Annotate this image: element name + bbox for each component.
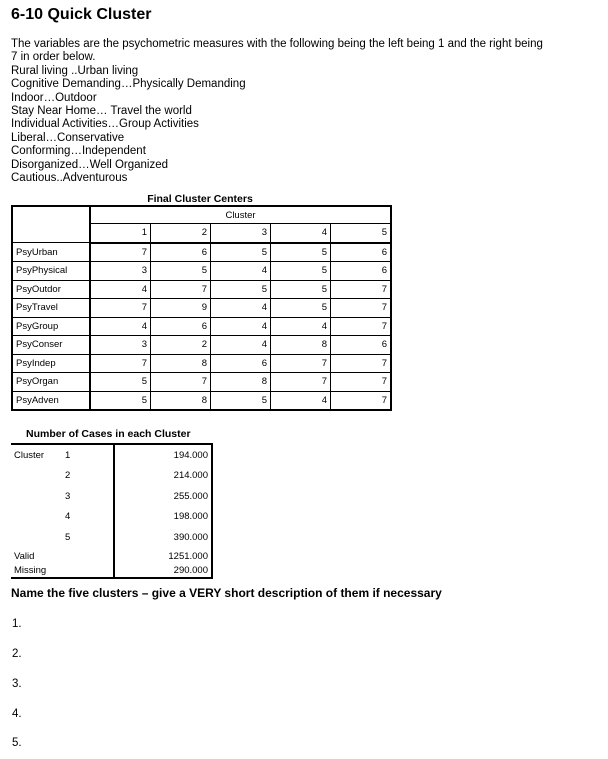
valid-row <box>11 548 212 565</box>
table-cell: 6 <box>331 262 392 281</box>
table-cell: 7 <box>331 354 392 373</box>
table-cell: 7 <box>90 243 151 262</box>
intro-line: Conforming…Independent <box>11 145 146 158</box>
intro-line: Cautious..Adventurous <box>11 172 128 185</box>
intro-line: Stay Near Home… Travel the world <box>11 105 192 118</box>
answer-line: 1. <box>12 618 22 630</box>
table-row <box>11 507 212 528</box>
table-cell: 6 <box>151 243 211 262</box>
table-cell: 7 <box>271 373 331 392</box>
case-count: 198.000 <box>114 507 212 528</box>
intro-line: The variables are the psychometric measures with the following being the left being 1 and the right being <box>11 38 543 50</box>
cases-table <box>11 443 213 579</box>
table-row <box>12 299 391 318</box>
column-header: 4 <box>271 224 331 243</box>
table-row <box>11 486 212 507</box>
intro-line: Disorganized…Well Organized <box>11 158 169 171</box>
column-header: 3 <box>211 224 271 243</box>
cluster-number: 5 <box>65 531 71 543</box>
missing-row <box>11 565 212 578</box>
table-cell: 5 <box>90 373 151 392</box>
case-count: 255.000 <box>114 486 212 507</box>
row-label: PsyUrban <box>12 243 90 262</box>
page-title: 6-10 Quick Cluster <box>11 6 152 23</box>
valid-value: 1251.000 <box>114 548 212 565</box>
table-cell: 3 <box>90 336 151 355</box>
case-count: 194.000 <box>114 444 212 466</box>
missing-value: 290.000 <box>114 565 212 578</box>
cluster-label <box>11 486 62 507</box>
row-label: PsyAdven <box>12 391 90 410</box>
answer-line: 2. <box>12 648 22 660</box>
table-cell: 4 <box>211 262 271 281</box>
table-cell: 5 <box>271 262 331 281</box>
cluster-number: 1 <box>65 449 71 461</box>
table-cell: 8 <box>151 391 211 410</box>
table-cell: 8 <box>271 336 331 355</box>
table-cell: 4 <box>211 336 271 355</box>
table-cell: 4 <box>271 391 331 410</box>
table-cell: 7 <box>331 280 392 299</box>
table-cell: 4 <box>211 317 271 336</box>
final-cluster-centers-table <box>11 205 392 411</box>
table-cell: 4 <box>90 280 151 299</box>
valid-label: Valid <box>14 550 35 562</box>
table-row <box>12 391 391 410</box>
table-cell: 7 <box>331 391 392 410</box>
table-row <box>12 262 391 281</box>
intro-line: Individual Activities…Group Activities <box>11 118 199 131</box>
table-cell: 5 <box>211 243 271 262</box>
table-row <box>12 280 391 299</box>
table-cell: 7 <box>271 354 331 373</box>
cluster-label <box>11 466 62 487</box>
column-header: 2 <box>151 224 211 243</box>
table-row <box>11 466 212 487</box>
intro-line: Rural living ..Urban living <box>11 64 139 77</box>
row-label: PsyPhysical <box>12 262 90 281</box>
case-count: 390.000 <box>114 527 212 548</box>
table-row <box>12 336 391 355</box>
table-row <box>12 373 391 392</box>
table-cell: 3 <box>90 262 151 281</box>
table-row <box>12 317 391 336</box>
table-row <box>12 354 391 373</box>
column-header: 1 <box>90 224 151 243</box>
table-cell: 7 <box>331 317 392 336</box>
table-cell: 5 <box>271 299 331 318</box>
cluster-label <box>11 507 62 528</box>
table-cell: 7 <box>90 354 151 373</box>
table-cell: 4 <box>271 317 331 336</box>
column-header: 5 <box>331 224 392 243</box>
table-row <box>11 444 212 466</box>
intro-line: Indoor…Outdoor <box>11 91 97 104</box>
row-label: PsyOrgan <box>12 373 90 392</box>
table-cell: 5 <box>211 280 271 299</box>
table-cell: 8 <box>211 373 271 392</box>
answer-line: 4. <box>12 708 22 720</box>
table-cell: 7 <box>331 373 392 392</box>
intro-line: Liberal…Conservative <box>11 131 125 144</box>
row-label: PsyTravel <box>12 299 90 318</box>
table-cell: 7 <box>151 373 211 392</box>
cluster-number: 3 <box>65 490 71 502</box>
cluster-label: Cluster <box>14 449 45 461</box>
row-label: PsyIndep <box>12 354 90 373</box>
table-cell: 7 <box>151 280 211 299</box>
table-cell: 7 <box>90 299 151 318</box>
table-cell: 7 <box>331 299 392 318</box>
row-label: PsyGroup <box>12 317 90 336</box>
row-label: PsyOutdor <box>12 280 90 299</box>
cluster-number: 4 <box>65 511 71 523</box>
cluster-label <box>11 527 62 548</box>
missing-label: Missing <box>14 565 47 576</box>
case-count: 214.000 <box>114 466 212 487</box>
intro-text <box>11 38 591 185</box>
table-cell: 6 <box>211 354 271 373</box>
table-cell: 6 <box>331 336 392 355</box>
table-cell: 5 <box>271 243 331 262</box>
table-cell: 9 <box>151 299 211 318</box>
intro-line: 7 in order below. <box>11 51 96 64</box>
row-label: PsyConser <box>12 336 90 355</box>
table-cell: 6 <box>151 317 211 336</box>
cluster-header: Cluster <box>90 206 391 224</box>
table-cell: 5 <box>151 262 211 281</box>
answer-line: 3. <box>12 678 22 690</box>
table-cell: 4 <box>211 299 271 318</box>
intro-line: Cognitive Demanding…Physically Demanding <box>11 78 246 91</box>
answer-line: 5. <box>12 737 22 749</box>
table-cell: 5 <box>211 391 271 410</box>
cases-caption: Number of Cases in each Cluster <box>26 428 191 440</box>
table-cell: 4 <box>90 317 151 336</box>
table-cell: 8 <box>151 354 211 373</box>
final-cluster-centers-caption: Final Cluster Centers <box>147 193 253 205</box>
corner-cell <box>12 206 90 243</box>
table-cell: 5 <box>271 280 331 299</box>
question-text: Name the five clusters – give a VERY short description of them if necessary <box>11 586 442 600</box>
table-cell: 6 <box>331 243 392 262</box>
table-cell: 2 <box>151 336 211 355</box>
table-cell: 5 <box>90 391 151 410</box>
table-row <box>12 243 391 262</box>
table-row <box>11 527 212 548</box>
cluster-number: 2 <box>65 470 71 482</box>
